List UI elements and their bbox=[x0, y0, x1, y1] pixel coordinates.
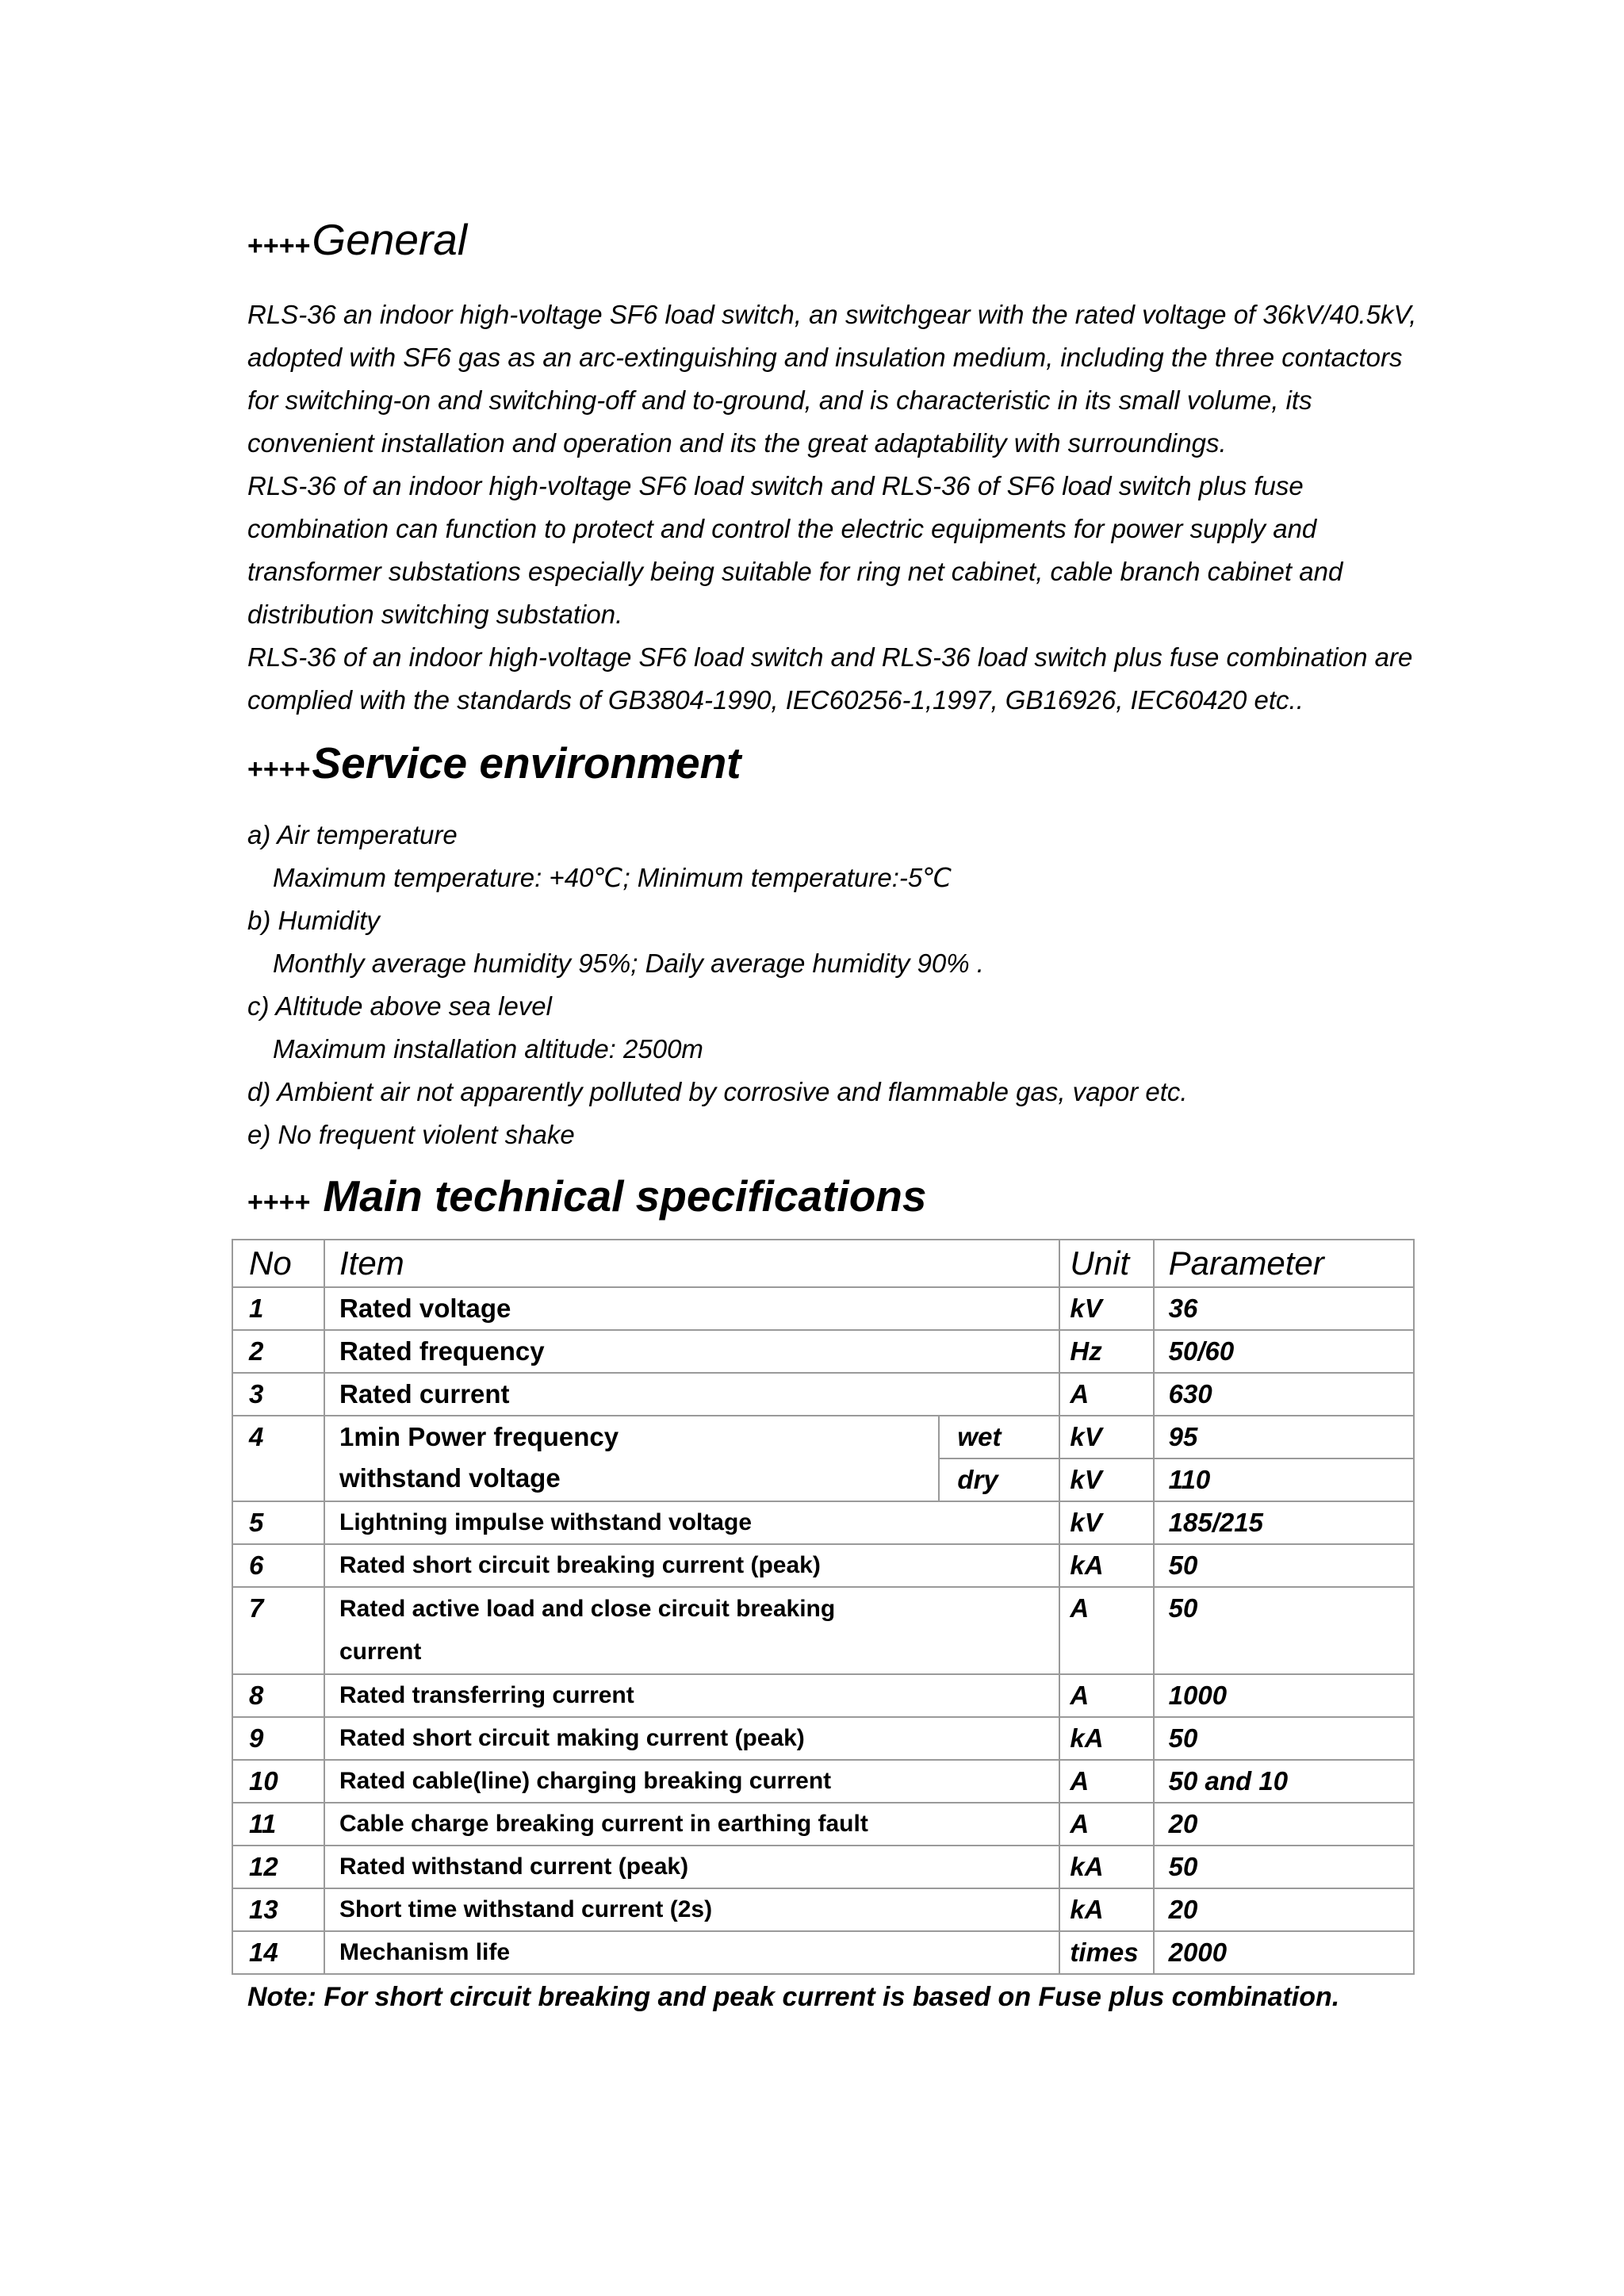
table-row bbox=[232, 1674, 1414, 1717]
cell-unit: kA bbox=[1059, 1544, 1153, 1587]
cell-unit: A bbox=[1059, 1674, 1153, 1717]
cell-parameter: 2000 bbox=[1154, 1931, 1414, 1974]
cell-no: 7 bbox=[232, 1587, 324, 1674]
cell-unit: kA bbox=[1059, 1717, 1153, 1760]
general-heading bbox=[247, 208, 1421, 278]
cell-parameter: 50 bbox=[1154, 1587, 1414, 1674]
header-no: No bbox=[232, 1240, 324, 1287]
table-row bbox=[232, 1888, 1414, 1931]
cell-item: Rated short circuit breaking current (peak) bbox=[324, 1544, 1059, 1587]
cell-unit: kV bbox=[1059, 1287, 1153, 1330]
cell-item-line-2: current bbox=[339, 1639, 422, 1665]
cell-item: Rated transferring current bbox=[324, 1674, 1059, 1717]
env-detail-temperature: Maximum temperature: +40℃; Minimum temperature:-5℃ bbox=[273, 863, 952, 892]
cell-item-line-1: Rated active load and close circuit breaking bbox=[339, 1596, 836, 1622]
header-unit: Unit bbox=[1059, 1240, 1153, 1287]
cell-parameter: 110 bbox=[1154, 1458, 1414, 1501]
cell-unit: Hz bbox=[1059, 1330, 1153, 1373]
cell-no: 2 bbox=[232, 1330, 324, 1373]
cell-unit: A bbox=[1059, 1373, 1153, 1416]
cell-parameter: 630 bbox=[1154, 1373, 1414, 1416]
table-row bbox=[232, 1416, 1414, 1458]
cell-no: 5 bbox=[232, 1501, 324, 1544]
table-row bbox=[232, 1287, 1414, 1330]
cell-sub-dry: dry bbox=[939, 1458, 1059, 1501]
cell-unit: A bbox=[1059, 1760, 1153, 1803]
cell-parameter: 50 bbox=[1154, 1544, 1414, 1587]
env-item-ambient-air: d) Ambient air not apparently polluted by corrosive and flammable gas, vapor etc. bbox=[247, 1077, 1188, 1106]
cell-item-line-2: withstand voltage bbox=[339, 1463, 561, 1493]
heading-marker: ++++ bbox=[247, 231, 311, 261]
general-paragraph-1: RLS-36 an indoor high-voltage SF6 load switch, an switchgear with the rated voltage of 36kV/40.5kV, adopted with SF6 gas as an arc-extinguishing and insulation medium, including the three contactors for switching-on and switching-off and to-ground, and is characteristic in its small volume, its convenient installation and operation and its the great adaptability with surroundings. bbox=[247, 300, 1417, 458]
cell-item: Rated short circuit making current (peak) bbox=[324, 1717, 1059, 1760]
table-row bbox=[232, 1544, 1414, 1587]
table-row bbox=[232, 1931, 1414, 1974]
cell-parameter: 185/215 bbox=[1154, 1501, 1414, 1544]
cell-sub-wet: wet bbox=[939, 1416, 1059, 1458]
cell-item bbox=[324, 1416, 939, 1501]
env-detail-humidity: Monthly average humidity 95%; Daily average humidity 90% . bbox=[273, 949, 984, 978]
cell-unit: times bbox=[1059, 1931, 1153, 1974]
heading-marker: ++++ bbox=[247, 754, 311, 784]
heading-text: Service environment bbox=[312, 738, 741, 788]
env-item-air-temperature: a) Air temperature bbox=[247, 820, 458, 849]
cell-no: 11 bbox=[232, 1803, 324, 1846]
table-row bbox=[232, 1373, 1414, 1416]
cell-item: Cable charge breaking current in earthing fault bbox=[324, 1803, 1059, 1846]
cell-no: 6 bbox=[232, 1544, 324, 1587]
table-row bbox=[232, 1587, 1414, 1674]
table-row bbox=[232, 1846, 1414, 1888]
header-parameter: Parameter bbox=[1154, 1240, 1414, 1287]
cell-unit: kA bbox=[1059, 1888, 1153, 1931]
table-row bbox=[232, 1803, 1414, 1846]
cell-item: Rated current bbox=[324, 1373, 1059, 1416]
cell-parameter: 50 and 10 bbox=[1154, 1760, 1414, 1803]
cell-item: Short time withstand current (2s) bbox=[324, 1888, 1059, 1931]
cell-parameter: 50/60 bbox=[1154, 1330, 1414, 1373]
cell-no: 14 bbox=[232, 1931, 324, 1974]
cell-parameter: 36 bbox=[1154, 1287, 1414, 1330]
cell-parameter: 50 bbox=[1154, 1717, 1414, 1760]
cell-item: Rated cable(line) charging breaking current bbox=[324, 1760, 1059, 1803]
cell-parameter: 95 bbox=[1154, 1416, 1414, 1458]
cell-item: Rated frequency bbox=[324, 1330, 1059, 1373]
header-item: Item bbox=[324, 1240, 1059, 1287]
specifications-table bbox=[232, 1239, 1415, 1975]
cell-item-line-1: 1min Power frequency bbox=[339, 1422, 619, 1451]
general-paragraph-3: RLS-36 of an indoor high-voltage SF6 load switch and RLS-36 load switch plus fuse combination are complied with the standards of GB3804-1990, IEC60256-1,1997, GB16926, IEC60420 etc.. bbox=[247, 642, 1413, 715]
cell-parameter: 20 bbox=[1154, 1803, 1414, 1846]
cell-item bbox=[324, 1587, 1059, 1674]
table-header-row bbox=[232, 1240, 1414, 1287]
cell-no: 13 bbox=[232, 1888, 324, 1931]
specifications-heading bbox=[247, 1164, 1421, 1234]
cell-no: 12 bbox=[232, 1846, 324, 1888]
cell-no: 8 bbox=[232, 1674, 324, 1717]
env-item-shake: e) No frequent violent shake bbox=[247, 1120, 575, 1149]
heading-marker: ++++ bbox=[247, 1187, 311, 1217]
cell-no: 1 bbox=[232, 1287, 324, 1330]
cell-item: Lightning impulse withstand voltage bbox=[324, 1501, 1059, 1544]
cell-unit: kA bbox=[1059, 1846, 1153, 1888]
cell-parameter: 1000 bbox=[1154, 1674, 1414, 1717]
cell-item: Mechanism life bbox=[324, 1931, 1059, 1974]
heading-text: Main technical specifications bbox=[323, 1171, 927, 1221]
cell-parameter: 20 bbox=[1154, 1888, 1414, 1931]
table-row bbox=[232, 1717, 1414, 1760]
env-item-altitude: c) Altitude above sea level bbox=[247, 991, 552, 1021]
table-row bbox=[232, 1760, 1414, 1803]
cell-no: 9 bbox=[232, 1717, 324, 1760]
cell-unit: kV bbox=[1059, 1416, 1153, 1458]
cell-unit: kV bbox=[1059, 1501, 1153, 1544]
cell-no: 3 bbox=[232, 1373, 324, 1416]
env-detail-altitude: Maximum installation altitude: 2500m bbox=[273, 1034, 703, 1064]
env-item-humidity: b) Humidity bbox=[247, 906, 380, 935]
cell-unit: A bbox=[1059, 1587, 1153, 1674]
cell-parameter: 50 bbox=[1154, 1846, 1414, 1888]
table-note: Note: For short circuit breaking and peak current is based on Fuse plus combination. bbox=[247, 1982, 1340, 2012]
general-paragraph-2: RLS-36 of an indoor high-voltage SF6 load switch and RLS-36 of SF6 load switch plus fuse combination can function to protect and control the electric equipments for power supply and transformer substations especially being suitable for ring net cabinet, cable branch cabinet and distribution switching substation. bbox=[247, 471, 1343, 629]
cell-no: 10 bbox=[232, 1760, 324, 1803]
cell-item: Rated voltage bbox=[324, 1287, 1059, 1330]
table-row bbox=[232, 1501, 1414, 1544]
cell-item: Rated withstand current (peak) bbox=[324, 1846, 1059, 1888]
document-page bbox=[247, 208, 1421, 2019]
cell-unit: kV bbox=[1059, 1458, 1153, 1501]
cell-unit: A bbox=[1059, 1803, 1153, 1846]
table-row bbox=[232, 1330, 1414, 1373]
service-environment-heading bbox=[247, 731, 1421, 801]
heading-text: General bbox=[312, 215, 468, 264]
cell-no: 4 bbox=[232, 1416, 324, 1501]
